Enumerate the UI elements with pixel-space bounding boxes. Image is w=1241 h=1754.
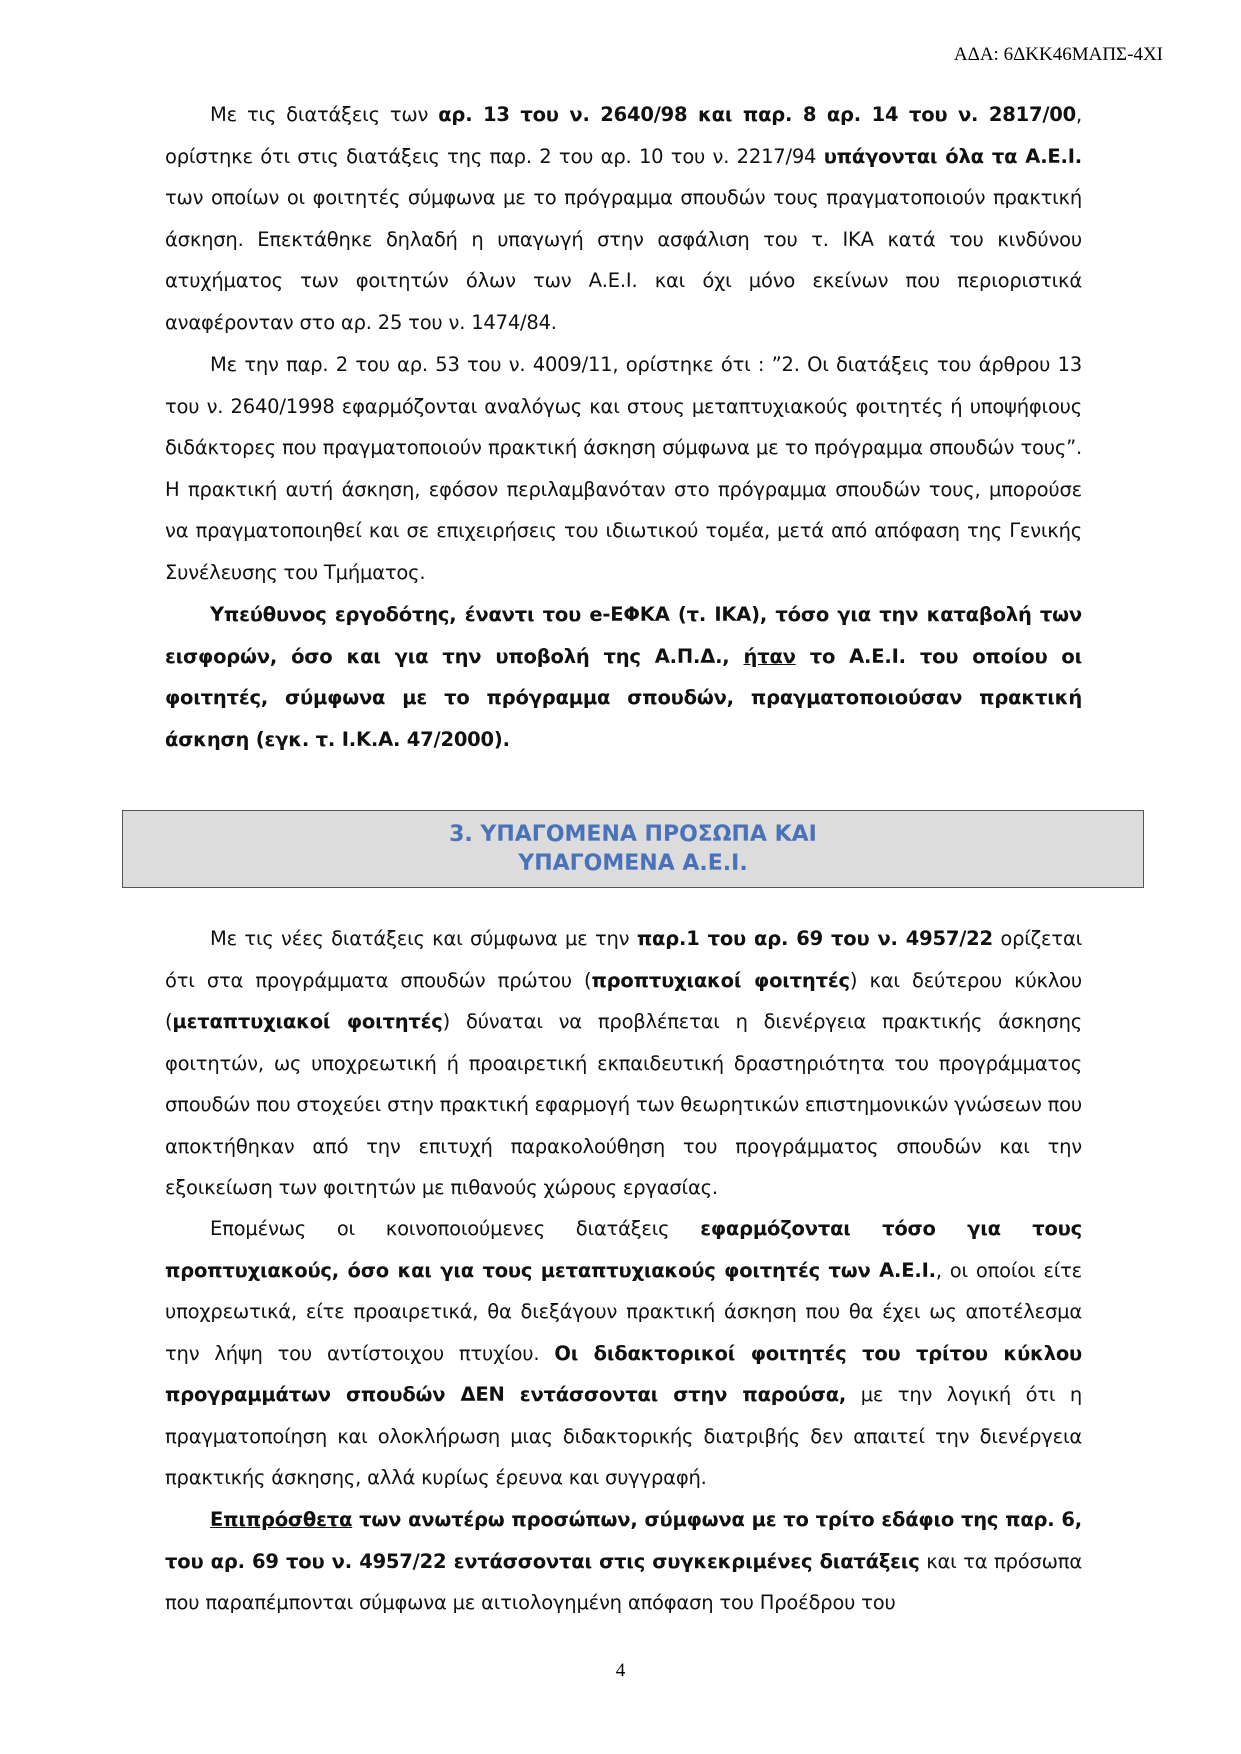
p6-underlined: Επιπρόσθετα — [210, 1508, 353, 1531]
section-heading-line-1: 3. ΥΠΑΓΟΜΕΝΑ ΠΡΟΣΩΠΑ ΚΑΙ — [449, 822, 817, 847]
p1-bold-laws: αρ. 13 του ν. 2640/98 και παρ. 8 αρ. 14 του ν. 2817/00 — [438, 103, 1077, 126]
p3-bold-1: Υπεύθυνος εργοδότης, έναντι του e-ΕΦΚΑ (τ. ΙΚΑ), τόσο για την καταβολή των εισφορών, όσο και για την υποβολή της Α.Π.Δ., — [165, 603, 1082, 668]
page-number: 4 — [615, 1660, 626, 1681]
p5-bold-2: Οι διδακτορικοί φοιτητές του τρίτου κύκλου προγραμμάτων σπουδών ΔΕΝ εντάσσονται στην παρούσα, — [165, 1341, 1082, 1406]
ada-code: ΑΔΑ: 6ΔΚΚ46ΜΑΠΣ-4ΧΙ — [953, 44, 1163, 65]
p6-bold: των ανωτέρω προσώπων, σύμφωνα με το τρίτο εδάφιο της παρ. 6, του αρ. 69 του ν. 4957/22 εντάσσονται στις συγκεκριμένες διατάξεις — [165, 1508, 1082, 1573]
p1-text-3: των οποίων οι φοιτητές σύμφωνα με το πρόγραμμα σπουδών τους πραγματοποιούν πρακτική άσκηση. Επεκτάθηκε δηλαδή η υπαγωγή στην ασφάλιση του τ. ΙΚΑ κατά του κινδύνου ατυχήματος των φοιτητών όλων των Α.Ε.Ι. και όχι μόνο εκείνων που περιοριστικά αναφέρονταν στο αρ. 25 του ν. 1474/84. — [165, 186, 1082, 334]
p4-text-3: ) και δεύτερου κύκλου ( — [165, 968, 1082, 1033]
p1-bold-aei: υπάγονται όλα τα Α.Ε.Ι. — [823, 144, 1082, 168]
p3-bold-2: το Α.Ε.Ι. του οποίου οι φοιτητές, σύμφωνα με το πρόγραμμα σπουδών, πραγματοποιούσαν πρακτική άσκηση (εγκ. τ. Ι.Κ.Α. 47/2000). — [165, 644, 1082, 751]
paragraph-6 — [165, 1499, 1082, 1624]
p4-text-2: ορίζεται ότι στα προγράμματα σπουδών πρώτου ( — [165, 927, 1082, 992]
p1-text-1: Με τις διατάξεις των — [210, 103, 439, 126]
p4-bold-law: παρ.1 του αρ. 69 του ν. 4957/22 — [636, 927, 993, 950]
paragraph-1 — [165, 94, 1082, 343]
paragraph-4 — [165, 918, 1082, 1209]
p5-bold-1: εφαρμόζονται τόσο για τους προπτυχιακούς, όσο και για τους μεταπτυχιακούς φοιτητές των Α.Ε.Ι. — [165, 1217, 1082, 1282]
p4-bold-undergrad: προπτυχιακοί φοιτητές — [591, 968, 850, 992]
section-heading-line-2: ΥΠΑΓΟΜΕΝΑ Α.Ε.Ι. — [518, 851, 748, 876]
p5-text-3: με την λογική ότι η πραγματοποίηση και ολοκλήρωση μιας διδακτορικής διατριβής δεν απαιτεί την διενέργεια πρακτικής άσκησης, αλλά κυρίως έρευνα και συγγραφή. — [165, 1383, 1082, 1489]
p1-text-2: , ορίστηκε ότι στις διατάξεις της παρ. 2 του αρ. 10 του ν. 2217/94 — [165, 103, 1083, 168]
paragraph-5 — [165, 1208, 1082, 1499]
p4-bold-postgrad: μεταπτυχιακοί φοιτητές — [172, 1010, 443, 1033]
paragraph-3 — [165, 594, 1082, 760]
paragraph-2 — [165, 344, 1082, 593]
p5-text-1: Επομένως οι κοινοποιούμενες διατάξεις — [210, 1217, 701, 1240]
p5-text-2: , οι οποίοι είτε υποχρεωτικά, είτε προαιρετικά, θα διεξάγουν πρακτική άσκηση που θα έχει ως αποτέλεσμα την λήψη του αντίστοιχου πτυχίου. — [165, 1258, 1082, 1365]
p2-text-1: Με την παρ. 2 του αρ. 53 του ν. 4009/11, ορίστηκε ότι : ”2. Οι διατάξεις του άρθρου 13 του ν. 2640/1998 εφαρμόζονται αναλόγως και στους μεταπτυχιακούς φοιτητές ή υποψήφιους διδάκτορες που πραγματοποιούν πρακτική άσκηση σύμφωνα με το πρόγραμμα σπουδών τους”. Η πρακτική αυτή άσκηση, εφόσον περιλαμβανόταν στο πρόγραμμα σπουδών τους, μπορούσε να πραγματοποιηθεί και σε επιχειρήσεις του ιδιωτικού τομέα, μετά από απόφαση της Γενικής Συνέλευσης του Τμήματος. — [165, 353, 1082, 584]
p3-underlined: ήταν — [743, 644, 796, 668]
section-heading-box — [122, 810, 1144, 888]
p4-text-4: ) δύναται να προβλέπεται η διενέργεια πρακτικής άσκησης φοιτητών, ως υποχρεωτική ή προαιρετική εκπαιδευτική δραστηριότητα του προγράμματος σπουδών που στοχεύει στην πρακτική εφαρμογή των θεωρητικών επιστημονικών γνώσεων που αποκτήθηκαν από την επιτυχή παρακολούθηση του προγράμματος σπουδών και την εξοικείωση των φοιτητών με πιθανούς χώρους εργασίας. — [165, 1010, 1083, 1199]
p6-text: και τα πρόσωπα που παραπέμπονται σύμφωνα με αιτιολογημένη απόφαση του Προέδρου του — [165, 1549, 1082, 1614]
p4-text-1: Με τις νέες διατάξεις και σύμφωνα με την — [210, 927, 637, 950]
